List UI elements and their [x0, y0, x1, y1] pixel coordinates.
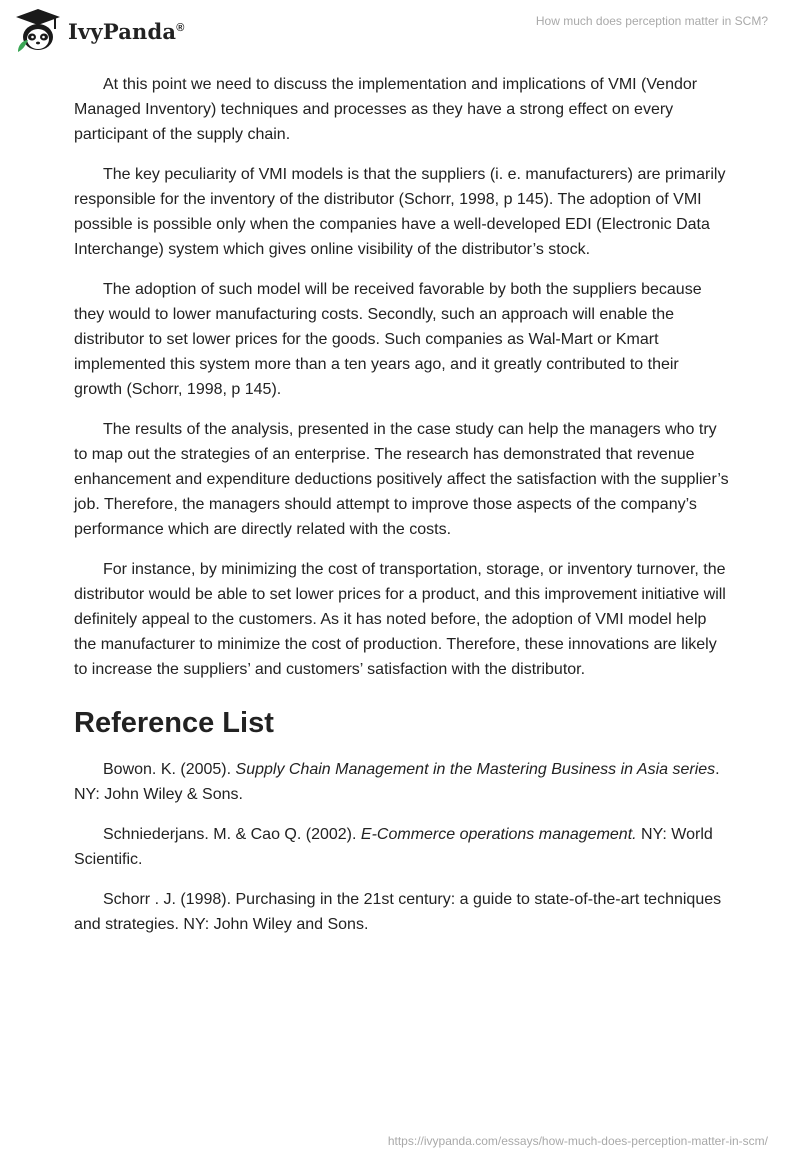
essay-content [74, 72, 730, 952]
paragraph: At this point we need to discuss the implementation and implications of VMI (Vendor Managed Inventory) techniques and processes as they have a strong effect on every participant of the supply chain. [74, 76, 698, 143]
panda-graduate-icon [14, 8, 62, 54]
reference-list-heading: Reference List [74, 707, 274, 739]
source-url[interactable]: https://ivypanda.com/essays/how-much-does-perception-matter-in-scm/ [387, 1134, 768, 1148]
paragraph: The adoption of such model will be received favorable by both the suppliers because they would to lower manufacturing costs. Secondly, such an approach will enable the distributor to set lower prices for the goods. Such companies as Wal-Mart or Kmart implemented this system more than a ten years ago, and it greatly contributed to their growth (Schorr, 1998, p 145). [74, 281, 702, 398]
registered-mark: ® [176, 21, 185, 34]
paragraph: For instance, by minimizing the cost of transportation, storage, or inventory turnover, the distributor would be able to set lower prices for a product, and this improvement initiative will definitely appeal to the customers. As it has noted before, the adoption of VMI model help the manufacturer to minimize the cost of production. Therefore, these innovations are likely to increase the suppliers’ and customers’ satisfaction with the distributor. [74, 561, 726, 678]
reference-item: Schniederjans. M. & Cao Q. (2002). E-Commerce operations management. NY: World Scientific. [74, 826, 713, 868]
logo[interactable] [14, 8, 185, 54]
reference-item: Schorr . J. (1998). Purchasing in the 21st century: a guide to state-of-the-art techniques and strategies. NY: John Wiley and Sons. [74, 891, 722, 933]
logo-text: IvyPanda® [68, 18, 185, 44]
page-header [0, 0, 800, 64]
paragraph: The results of the analysis, presented in the case study can help the managers who try to map out the strategies of an enterprise. The research has demonstrated that revenue enhancement and expenditure deductions positively affect the satisfaction with the supplier’s job. Therefore, the managers should attempt to improve those aspects of the company’s performance which are directly related with the costs. [74, 421, 729, 538]
document-title: How much does perception matter in SCM? [535, 14, 768, 28]
reference-item: Bowon. K. (2005). Supply Chain Management in the Mastering Business in Asia series. NY: John Wiley & Sons. [74, 761, 720, 803]
paragraph: The key peculiarity of VMI models is that the suppliers (i. e. manufacturers) are primarily responsible for the inventory of the distributor (Schorr, 1998, p 145). The adoption of VMI possible is possible only when the companies have a well-developed EDI (Electronic Data Interchange) system which gives online visibility of the distributor’s stock. [74, 166, 726, 258]
